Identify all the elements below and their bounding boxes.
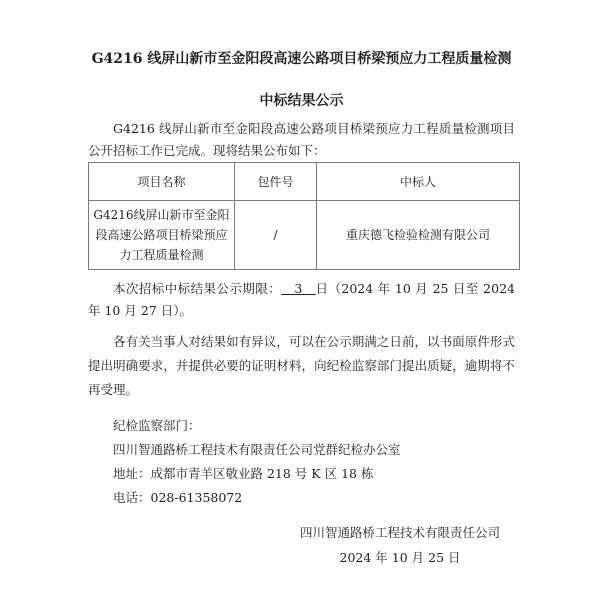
signature-date: 2024 年 10 月 25 日 xyxy=(339,550,461,565)
intro-paragraph: G4216 线屏山新市至金阳段高速公路项目桥梁预应力工程质量检测项目公开招标工作已完成。现将结果公布如下： xyxy=(88,121,515,158)
publicity-period-days: 3 xyxy=(281,281,316,296)
cell-package-number: / xyxy=(235,201,317,270)
table-header-row xyxy=(89,163,520,201)
publicity-period-paragraph xyxy=(88,278,515,322)
signature-block xyxy=(285,520,515,570)
column-header-winning-bidder: 中标人 xyxy=(317,163,520,201)
column-header-package-number: 包件号 xyxy=(235,163,317,201)
column-header-project-name: 项目名称 xyxy=(89,163,235,201)
cell-project-name: G4216线屏山新市至金阳段高速公路项目桥梁预应力工程质量检测 xyxy=(89,201,235,270)
table-row xyxy=(89,201,520,270)
bid-result-table xyxy=(88,162,520,270)
document-title: G4216 线屏山新市至金阳段高速公路项目桥梁预应力工程质量检测 xyxy=(91,51,512,67)
discipline-dept-name: 四川智通路桥工程技术有限责任公司党群纪检办公室 xyxy=(113,442,401,457)
contact-phone: 电话：028-61358072 xyxy=(113,490,243,505)
document-subtitle: 中标结果公示 xyxy=(259,93,344,109)
cell-winning-bidder: 重庆德飞检验检测有限公司 xyxy=(317,201,520,270)
contact-block xyxy=(88,414,515,510)
contact-address: 地址：成都市青羊区敬业路 218 号 K 区 18 栋 xyxy=(113,466,374,481)
publicity-period-prefix: 本次招标中标结果公示期限： xyxy=(113,281,282,296)
discipline-dept-label: 纪检监察部门： xyxy=(113,418,201,433)
objection-paragraph: 各有关当事人对结果如有异议，可以在公示期满之日前，以书面原件形式提出明确要求，并提供必要的证明材料，向纪检监察部门提出质疑，逾期将不再受理。 xyxy=(88,334,515,397)
publicity-period-suffix: 日（2024 年 10 月 25 日至 2024 年 10 月 27 日）。 xyxy=(88,281,515,318)
signature-company: 四川智通路桥工程技术有限责任公司 xyxy=(299,525,500,540)
